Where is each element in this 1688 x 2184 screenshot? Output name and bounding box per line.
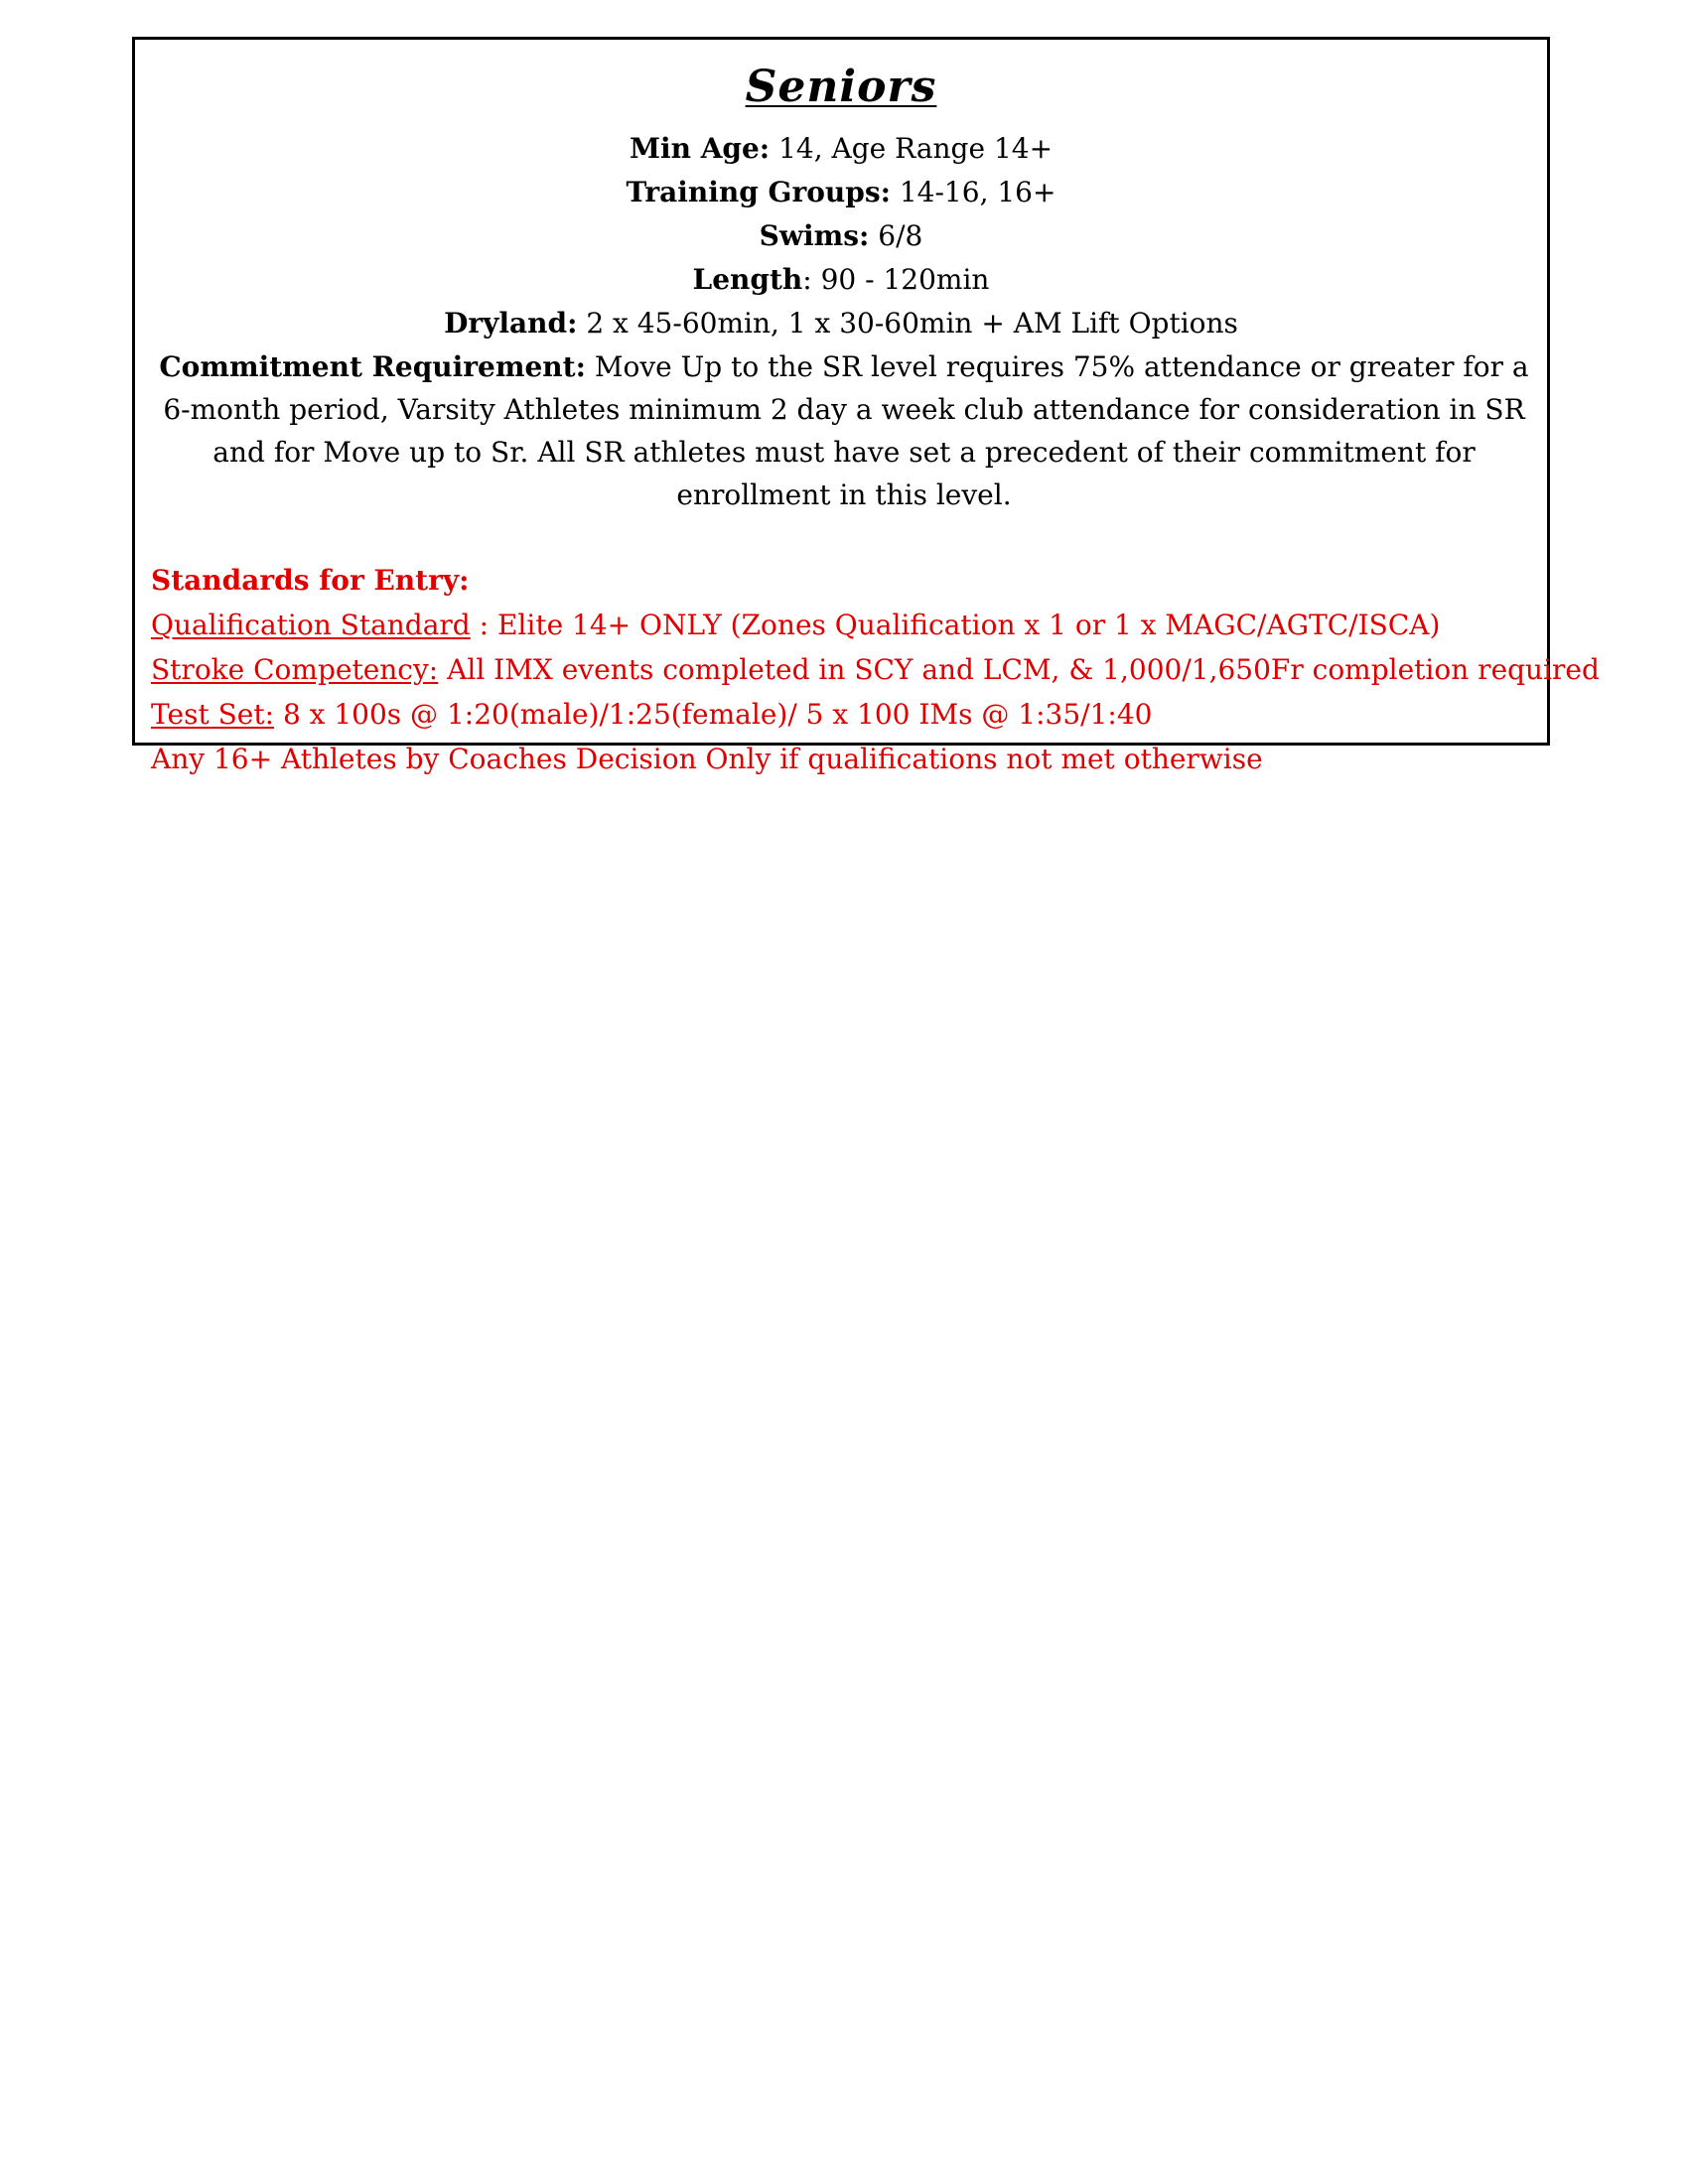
stroke-competency-label: Stroke Competency: [151,653,439,686]
qualification-standard-label: Qualification Standard [151,609,471,641]
dryland-label: Dryland: [444,307,578,340]
min-age-value: 14, Age Range 14+ [778,132,1054,165]
level-title: Seniors [745,62,937,112]
qualification-standard-line [151,603,1535,647]
dryland-value: 2 x 45-60min, 1 x 30-60min + AM Lift Options [586,307,1238,340]
swims-line [147,214,1535,258]
swims-value: 6/8 [878,219,923,252]
dryland-line [147,302,1535,345]
seniors-level-box [132,37,1600,775]
stroke-competency-line [151,647,1600,692]
length-line [147,258,1535,302]
min-age-line [147,127,1535,171]
training-groups-label: Training Groups: [626,176,891,208]
training-groups-value: 14-16, 16+ [899,176,1056,208]
stroke-competency-value: All IMX events completed in SCY and LCM, & 1,000/1,650Fr completion required [447,653,1600,686]
qualification-standard-value: : Elite 14+ ONLY (Zones Qualification x 1 or 1 x MAGC/AGTC/ISCA) [470,609,1441,641]
length-value: : 90 - 120min [802,263,990,296]
test-set-value: 8 x 100s @ 1:20(male)/1:25(female)/ 5 x 100 IMs @ 1:35/1:40 [282,698,1153,731]
commitment-paragraph [147,345,1541,516]
min-age-label: Min Age: [629,132,771,165]
coaches-decision-note: Any 16+ Athletes by Coaches Decision Only if qualifications not met otherwise [151,743,1263,775]
length-label: Length [692,263,803,296]
commitment-label: Commitment Requirement: [159,350,586,383]
training-groups-line [147,171,1535,214]
standards-section [147,558,1600,781]
test-set-line [151,692,1535,737]
swims-label: Swims: [759,219,870,252]
test-set-label: Test Set: [151,698,275,731]
standards-heading: Standards for Entry: [151,564,470,597]
commitment-value: Move Up to the SR level requires 75% attendance or greater for a 6-month period, Varsity Athletes minimum 2 day a week club attendance for consideration in SR and for Move up to Sr. All SR athletes must have set a precedent of their commitment for enrollment in this level. [163,350,1529,511]
